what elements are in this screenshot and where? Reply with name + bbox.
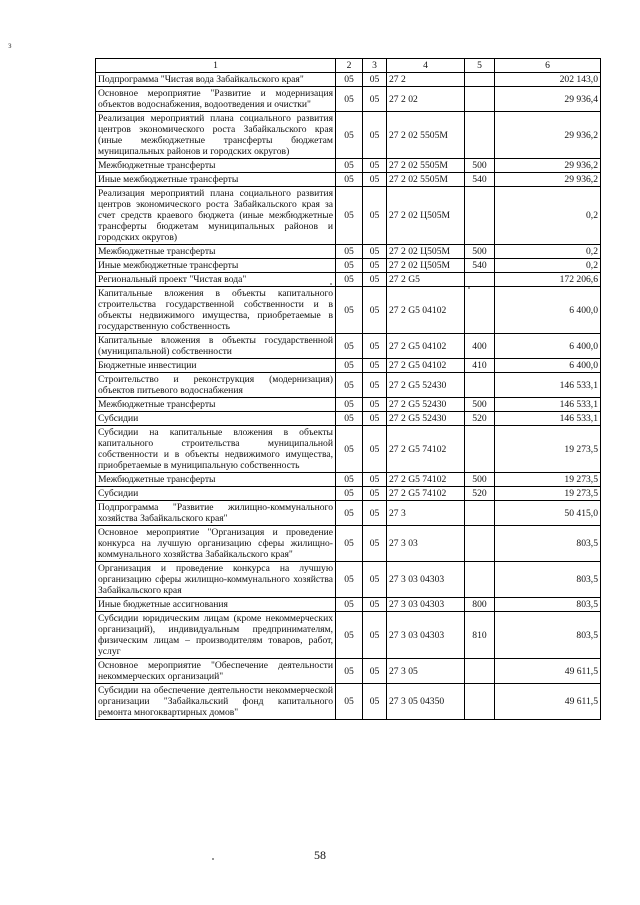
- row-name-cell: Иные межбюджетные трансферты: [96, 173, 336, 187]
- table-row: [96, 412, 601, 426]
- row-subsection-cell: 05: [363, 373, 387, 398]
- row-amount-cell: 19 273,5: [495, 473, 601, 487]
- table-row: [96, 473, 601, 487]
- row-code-cell: 27 2 G5 74102: [387, 426, 465, 473]
- row-amount-cell: 146 533,1: [495, 412, 601, 426]
- table-row: [96, 287, 601, 334]
- scan-speck: [468, 287, 470, 289]
- row-name-cell: Иные бюджетные ассигнования: [96, 598, 336, 612]
- table-row: [96, 245, 601, 259]
- row-code-cell: 27 3 03 04303: [387, 562, 465, 598]
- row-expense-type-cell: 540: [465, 259, 495, 273]
- row-code-cell: 27 2 G5 04102: [387, 334, 465, 359]
- header-col-3: 3: [363, 59, 387, 73]
- row-expense-type-cell: [465, 287, 495, 334]
- row-code-cell: 27 2 G5 04102: [387, 287, 465, 334]
- budget-table: [95, 58, 601, 720]
- row-expense-type-cell: 500: [465, 398, 495, 412]
- row-code-cell: 27 3 05: [387, 659, 465, 684]
- row-name-cell: Капитальные вложения в объекты капитального строительства государственной собственности и в объекты недвижимого имущества, приобретаемые в государственную собственность: [96, 287, 336, 334]
- table-row: [96, 684, 601, 720]
- row-expense-type-cell: 520: [465, 487, 495, 501]
- row-name-cell: Реализация мероприятий плана социального развития центров экономического роста Забайкальского края за счет средств краевого бюджета (иные межбюджетные трансферты бюджетам муниципальных районов и городских округов): [96, 187, 336, 245]
- row-name-cell: Бюджетные инвестиции: [96, 359, 336, 373]
- row-section-cell: 05: [336, 273, 363, 287]
- row-code-cell: 27 2: [387, 73, 465, 87]
- table-row: [96, 259, 601, 273]
- row-name-cell: Межбюджетные трансферты: [96, 398, 336, 412]
- row-amount-cell: 6 400,0: [495, 287, 601, 334]
- row-code-cell: 27 2 G5 04102: [387, 359, 465, 373]
- page-number: 58: [314, 848, 326, 862]
- table-row: [96, 373, 601, 398]
- header-col-1: 1: [96, 59, 336, 73]
- row-amount-cell: 146 533,1: [495, 373, 601, 398]
- row-name-cell: Реализация мероприятий плана социального развития центров экономического роста Забайкальского края (иные межбюджетные трансферты бюджетам муниципальных районов и городских округов): [96, 112, 336, 159]
- header-row: [96, 59, 601, 73]
- row-amount-cell: 29 936,2: [495, 112, 601, 159]
- row-expense-type-cell: 400: [465, 334, 495, 359]
- row-section-cell: 05: [336, 73, 363, 87]
- row-subsection-cell: 05: [363, 187, 387, 245]
- table-row: [96, 187, 601, 245]
- row-expense-type-cell: 810: [465, 612, 495, 659]
- row-expense-type-cell: [465, 87, 495, 112]
- row-subsection-cell: 05: [363, 412, 387, 426]
- scan-speck: [212, 858, 214, 860]
- header-col-2: 2: [336, 59, 363, 73]
- row-expense-type-cell: [465, 501, 495, 526]
- row-amount-cell: 803,5: [495, 612, 601, 659]
- row-name-cell: Субсидии на обеспечение деятельности некоммерческой организации "Забайкальский фонд капитального ремонта многоквартирных домов": [96, 684, 336, 720]
- row-code-cell: 27 2 02: [387, 87, 465, 112]
- header-col-6: 6: [495, 59, 601, 73]
- row-code-cell: 27 2 G5 74102: [387, 473, 465, 487]
- row-code-cell: 27 2 G5 52430: [387, 412, 465, 426]
- row-name-cell: Региональный проект "Чистая вода": [96, 273, 336, 287]
- row-expense-type-cell: 500: [465, 245, 495, 259]
- row-section-cell: 05: [336, 426, 363, 473]
- row-subsection-cell: 05: [363, 501, 387, 526]
- row-name-cell: Капитальные вложения в объекты государственной (муниципальной) собственности: [96, 334, 336, 359]
- row-subsection-cell: 05: [363, 334, 387, 359]
- row-amount-cell: 29 936,4: [495, 87, 601, 112]
- budget-table-container: [95, 58, 600, 720]
- row-code-cell: 27 3 03 04303: [387, 612, 465, 659]
- table-row: [96, 659, 601, 684]
- row-expense-type-cell: [465, 684, 495, 720]
- header-col-5: 5: [465, 59, 495, 73]
- row-amount-cell: 19 273,5: [495, 426, 601, 473]
- table-row: [96, 487, 601, 501]
- row-expense-type-cell: [465, 526, 495, 562]
- row-section-cell: 05: [336, 412, 363, 426]
- row-name-cell: Основное мероприятие "Развитие и модернизация объектов водоснабжения, водоотведения и очистки": [96, 87, 336, 112]
- row-expense-type-cell: 500: [465, 473, 495, 487]
- table-row: [96, 87, 601, 112]
- row-subsection-cell: 05: [363, 659, 387, 684]
- row-section-cell: 05: [336, 259, 363, 273]
- row-code-cell: 27 2 G5: [387, 273, 465, 287]
- row-subsection-cell: 05: [363, 112, 387, 159]
- row-code-cell: 27 2 02 Ц505М: [387, 259, 465, 273]
- row-expense-type-cell: [465, 112, 495, 159]
- row-code-cell: 27 2 02 Ц505М: [387, 245, 465, 259]
- row-subsection-cell: 05: [363, 173, 387, 187]
- row-code-cell: 27 2 G5 52430: [387, 373, 465, 398]
- row-subsection-cell: 05: [363, 684, 387, 720]
- row-section-cell: 05: [336, 359, 363, 373]
- row-name-cell: Подпрограмма "Чистая вода Забайкальского края": [96, 73, 336, 87]
- row-subsection-cell: 05: [363, 562, 387, 598]
- row-section-cell: 05: [336, 187, 363, 245]
- row-section-cell: 05: [336, 473, 363, 487]
- row-section-cell: 05: [336, 562, 363, 598]
- row-subsection-cell: 05: [363, 273, 387, 287]
- row-name-cell: Иные межбюджетные трансферты: [96, 259, 336, 273]
- row-code-cell: 27 2 G5 74102: [387, 487, 465, 501]
- row-name-cell: Подпрограмма "Развитие жилищно-коммунального хозяйства Забайкальского края": [96, 501, 336, 526]
- row-subsection-cell: 05: [363, 526, 387, 562]
- row-code-cell: 27 3 03: [387, 526, 465, 562]
- table-row: [96, 501, 601, 526]
- row-section-cell: 05: [336, 526, 363, 562]
- page-margin-mark: з: [8, 40, 12, 50]
- row-name-cell: Субсидии юридическим лицам (кроме некоммерческих организаций), индивидуальным предпринимателям, физическим лицам – производителям товаров, работ, услуг: [96, 612, 336, 659]
- row-amount-cell: 0,2: [495, 187, 601, 245]
- row-name-cell: Основное мероприятие "Организация и проведение конкурса на лучшую организацию сферы жилищно-коммунального хозяйства Забайкальского края": [96, 526, 336, 562]
- row-subsection-cell: 05: [363, 245, 387, 259]
- row-code-cell: 27 2 02 5505М: [387, 159, 465, 173]
- row-subsection-cell: 05: [363, 598, 387, 612]
- row-name-cell: Межбюджетные трансферты: [96, 159, 336, 173]
- row-section-cell: 05: [336, 287, 363, 334]
- row-subsection-cell: 05: [363, 473, 387, 487]
- row-section-cell: 05: [336, 598, 363, 612]
- row-amount-cell: 202 143,0: [495, 73, 601, 87]
- row-subsection-cell: 05: [363, 159, 387, 173]
- row-section-cell: 05: [336, 373, 363, 398]
- table-row: [96, 598, 601, 612]
- row-amount-cell: 803,5: [495, 598, 601, 612]
- table-row: [96, 334, 601, 359]
- row-expense-type-cell: [465, 562, 495, 598]
- row-name-cell: Строительство и реконструкция (модернизация) объектов питьевого водоснабжения: [96, 373, 336, 398]
- row-code-cell: 27 2 02 5505М: [387, 173, 465, 187]
- row-section-cell: 05: [336, 159, 363, 173]
- row-amount-cell: 49 611,5: [495, 659, 601, 684]
- row-expense-type-cell: 540: [465, 173, 495, 187]
- row-expense-type-cell: [465, 426, 495, 473]
- row-amount-cell: 19 273,5: [495, 487, 601, 501]
- table-row: [96, 612, 601, 659]
- row-code-cell: 27 3: [387, 501, 465, 526]
- row-expense-type-cell: 500: [465, 159, 495, 173]
- row-amount-cell: 0,2: [495, 245, 601, 259]
- row-expense-type-cell: [465, 73, 495, 87]
- table-row: [96, 398, 601, 412]
- row-section-cell: 05: [336, 87, 363, 112]
- row-subsection-cell: 05: [363, 612, 387, 659]
- row-amount-cell: 29 936,2: [495, 159, 601, 173]
- row-expense-type-cell: 800: [465, 598, 495, 612]
- row-section-cell: 05: [336, 334, 363, 359]
- table-row: [96, 159, 601, 173]
- row-section-cell: 05: [336, 612, 363, 659]
- row-name-cell: Организация и проведение конкурса на лучшую организацию сферы жилищно-коммунального хозяйства Забайкальского края: [96, 562, 336, 598]
- row-section-cell: 05: [336, 684, 363, 720]
- row-amount-cell: 50 415,0: [495, 501, 601, 526]
- row-subsection-cell: 05: [363, 398, 387, 412]
- row-expense-type-cell: 520: [465, 412, 495, 426]
- table-row: [96, 73, 601, 87]
- row-amount-cell: 6 400,0: [495, 334, 601, 359]
- row-name-cell: Межбюджетные трансферты: [96, 245, 336, 259]
- row-section-cell: 05: [336, 659, 363, 684]
- table-row: [96, 359, 601, 373]
- row-code-cell: 27 2 02 5505М: [387, 112, 465, 159]
- row-subsection-cell: 05: [363, 73, 387, 87]
- row-amount-cell: 146 533,1: [495, 398, 601, 412]
- row-name-cell: Субсидии на капитальные вложения в объекты капитального строительства муниципальной собственности и в объекты недвижимого имущества, приобретаемые в муниципальную собственность: [96, 426, 336, 473]
- row-amount-cell: 803,5: [495, 526, 601, 562]
- table-row: [96, 112, 601, 159]
- scan-speck: [330, 283, 332, 285]
- row-section-cell: 05: [336, 398, 363, 412]
- table-row: [96, 562, 601, 598]
- row-subsection-cell: 05: [363, 287, 387, 334]
- header-col-4: 4: [387, 59, 465, 73]
- row-subsection-cell: 05: [363, 259, 387, 273]
- row-section-cell: 05: [336, 245, 363, 259]
- row-amount-cell: 803,5: [495, 562, 601, 598]
- row-expense-type-cell: [465, 187, 495, 245]
- row-amount-cell: 29 936,2: [495, 173, 601, 187]
- row-section-cell: 05: [336, 501, 363, 526]
- row-name-cell: Субсидии: [96, 487, 336, 501]
- row-code-cell: 27 3 03 04303: [387, 598, 465, 612]
- row-expense-type-cell: [465, 273, 495, 287]
- row-code-cell: 27 2 02 Ц505М: [387, 187, 465, 245]
- row-expense-type-cell: 410: [465, 359, 495, 373]
- table-row: [96, 173, 601, 187]
- row-amount-cell: 172 206,6: [495, 273, 601, 287]
- row-amount-cell: 6 400,0: [495, 359, 601, 373]
- table-row: [96, 273, 601, 287]
- row-expense-type-cell: [465, 373, 495, 398]
- row-section-cell: 05: [336, 112, 363, 159]
- row-subsection-cell: 05: [363, 87, 387, 112]
- row-code-cell: 27 2 G5 52430: [387, 398, 465, 412]
- row-name-cell: Субсидии: [96, 412, 336, 426]
- row-name-cell: Основное мероприятие "Обеспечение деятельности некоммерческих организаций": [96, 659, 336, 684]
- row-name-cell: Межбюджетные трансферты: [96, 473, 336, 487]
- row-subsection-cell: 05: [363, 426, 387, 473]
- table-row: [96, 526, 601, 562]
- row-amount-cell: 49 611,5: [495, 684, 601, 720]
- row-subsection-cell: 05: [363, 359, 387, 373]
- row-expense-type-cell: [465, 659, 495, 684]
- row-code-cell: 27 3 05 04350: [387, 684, 465, 720]
- row-amount-cell: 0,2: [495, 259, 601, 273]
- table-body: [96, 73, 601, 720]
- row-subsection-cell: 05: [363, 487, 387, 501]
- table-row: [96, 426, 601, 473]
- row-section-cell: 05: [336, 487, 363, 501]
- row-section-cell: 05: [336, 173, 363, 187]
